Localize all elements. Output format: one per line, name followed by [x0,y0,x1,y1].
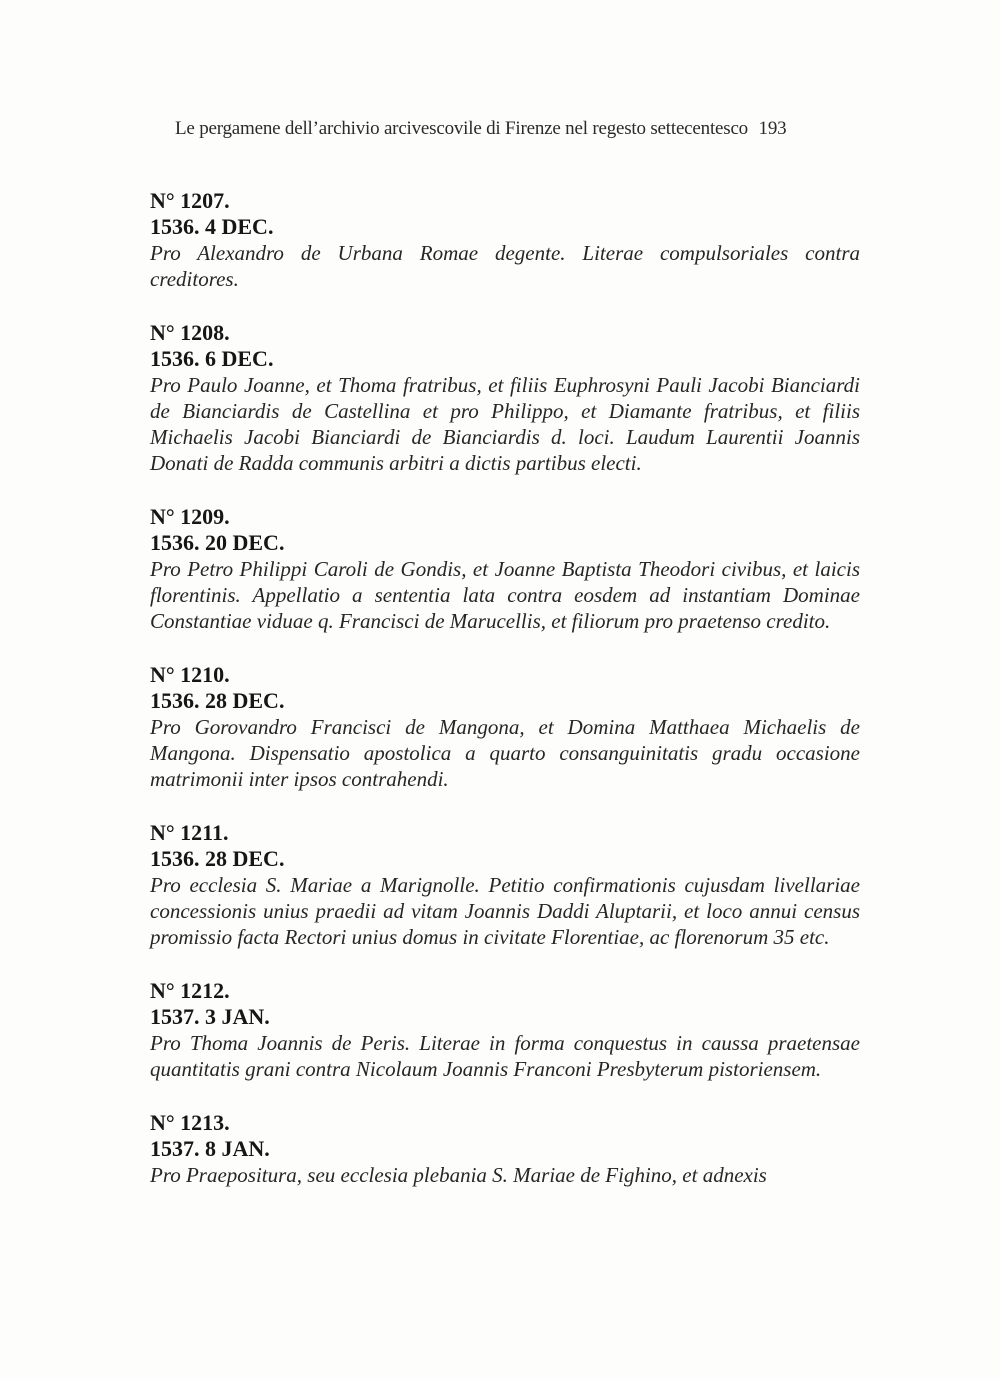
page-number: 193 [758,118,787,139]
entry-number: N° 1212. [150,978,230,1003]
entry-text: Pro Paulo Joanne, et Thoma fratribus, et filiis Euphrosyni Pauli Jacobi Bianciardi de Bianciardis de Castellina et pro Philippo, et Diamante fratribus, et filiis Michaelis Jacobi Bianciardi de Bianciardis d. loci. Laudum Laurentii Joannis Donati de Radda communis arbitri a dictis partibus electi. [150,373,860,475]
entry-number: N° 1208. [150,320,230,345]
running-head [175,118,865,140]
entry-text: Pro ecclesia S. Mariae a Marignolle. Petitio confirmationis cujusdam livellariae concessionis unius praedii ad vitam Joannis Daddi Aluptarii, et loco annui census promissio facta Rectori unius domus in civitate Florentiae, ac florenorum 35 etc. [150,873,860,949]
entry-date: 1536. 6 DEC. [150,346,274,371]
entry-date: 1537. 3 JAN. [150,1004,270,1029]
entry-date: 1536. 4 DEC. [150,214,274,239]
entry-number: N° 1209. [150,504,230,529]
entry-1213 [150,1110,860,1188]
entry-1210 [150,662,860,792]
entry-date: 1536. 28 DEC. [150,846,285,871]
entry-number: N° 1210. [150,662,230,687]
entry-1208 [150,320,860,476]
running-title: Le pergamene dell’archivio arcivescovile di Firenze nel regesto settecentesco [175,118,748,139]
entry-1207 [150,188,860,292]
entry-text: Pro Thoma Joannis de Peris. Literae in forma conquestus in caussa praetensae quantitatis grani contra Nicolaum Joannis Franconi Presbyterum pistoriensem. [150,1031,860,1081]
entry-text: Pro Praepositura, seu ecclesia plebania S. Mariae de Fighino, et adnexis [150,1163,767,1187]
entry-number: N° 1211. [150,820,229,845]
regesto-entries [150,188,860,1216]
entry-date: 1536. 28 DEC. [150,688,285,713]
entry-1212 [150,978,860,1082]
entry-date: 1537. 8 JAN. [150,1136,270,1161]
entry-date: 1536. 20 DEC. [150,530,285,555]
entry-1209 [150,504,860,634]
entry-number: N° 1207. [150,188,230,213]
entry-text: Pro Gorovandro Francisci de Mangona, et Domina Matthaea Michaelis de Mangona. Dispensatio apostolica a quarto consanguinitatis gradu occasione matrimonii inter ipsos contrahendi. [150,715,860,791]
entry-number: N° 1213. [150,1110,230,1135]
entry-1211 [150,820,860,950]
entry-text: Pro Alexandro de Urbana Romae degente. Literae compulsoriales contra creditores. [150,241,860,291]
entry-text: Pro Petro Philippi Caroli de Gondis, et Joanne Baptista Theodori civibus, et laicis florentinis. Appellatio a sententia lata contra eosdem ad instantiam Dominae Constantiae viduae q. Francisci de Marucellis, et filiorum pro praetenso credito. [150,557,860,633]
